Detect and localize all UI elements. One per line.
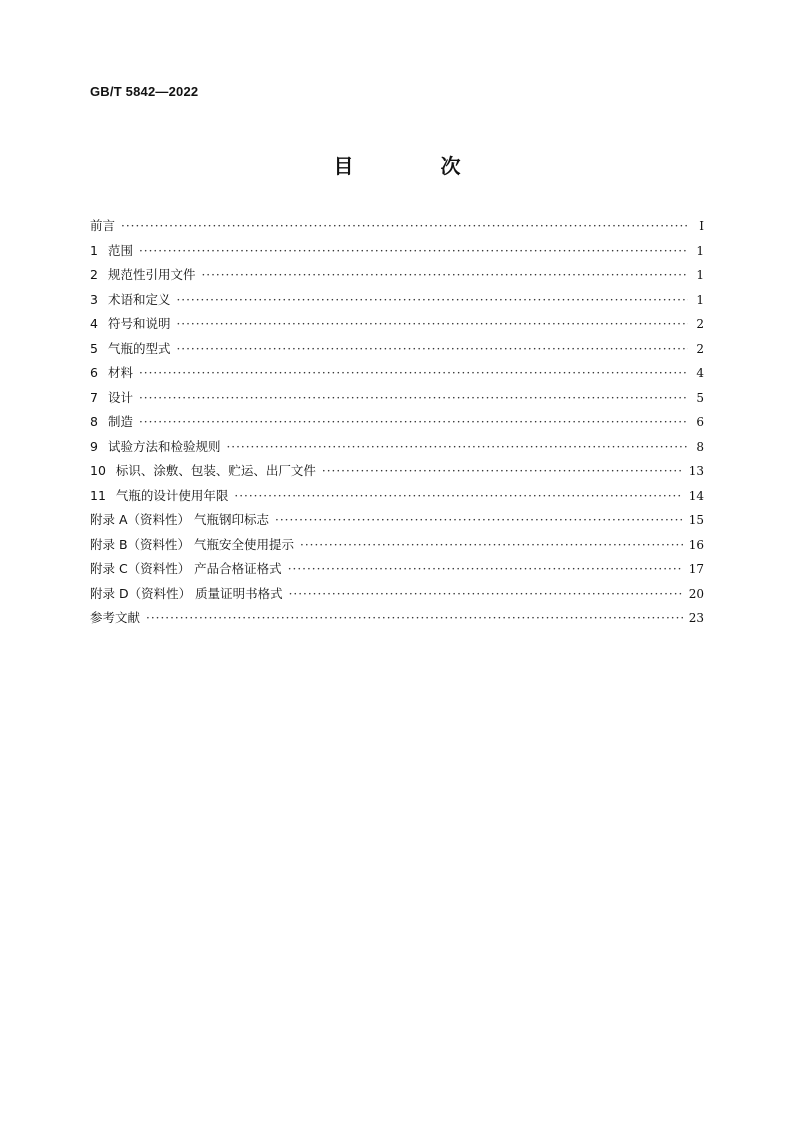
- toc-entry-page-number: 17: [688, 562, 704, 576]
- toc-entry-number: 6: [90, 365, 98, 380]
- toc-dot-leader: [275, 513, 683, 527]
- toc-entry-text: 气瓶的设计使用年限: [115, 487, 229, 503]
- toc-entry-page-number: 8: [696, 439, 704, 454]
- toc-entry-page-number: 13: [688, 464, 704, 478]
- toc-entry[interactable]: [90, 216, 704, 241]
- toc-entry-page-number: 1: [696, 268, 704, 282]
- toc-entry-number: 7: [90, 389, 98, 405]
- toc-entry-text: 材料: [107, 365, 133, 380]
- toc-entry[interactable]: [90, 388, 704, 413]
- toc-entry-text: 术语和定义: [107, 291, 171, 307]
- toc-dot-leader: [139, 244, 688, 258]
- toc-entry-page-number: 2: [696, 317, 704, 331]
- toc-entry-text: 试验方法和检验规则: [107, 438, 221, 454]
- toc-entry-text: 规范性引用文件: [107, 267, 196, 282]
- toc-dot-leader: [176, 342, 688, 356]
- toc-entry[interactable]: [90, 437, 704, 462]
- toc-entry-number: 3: [90, 291, 98, 307]
- toc-entry-number: 10: [90, 463, 106, 478]
- toc-dot-leader: [289, 587, 683, 601]
- toc-entry-page-number: 1: [696, 292, 704, 307]
- toc-entry-text: 设计: [107, 389, 133, 405]
- table-of-contents: [90, 216, 704, 633]
- toc-entry-page-number: 23: [688, 611, 704, 625]
- toc-dot-leader: [139, 391, 688, 405]
- toc-entry-number: 1: [90, 242, 98, 258]
- toc-entry[interactable]: [90, 510, 704, 535]
- toc-dot-leader: [139, 415, 688, 429]
- toc-entry-label: [90, 265, 195, 283]
- toc-entry-page-number: 4: [696, 366, 704, 380]
- toc-entry-label: [90, 290, 170, 308]
- toc-entry-text: 附录 A（资料性） 气瓶钢印标志: [90, 512, 269, 527]
- toc-entry[interactable]: [90, 584, 704, 609]
- toc-entry-page-number: 1: [696, 243, 704, 258]
- toc-entry-label: [90, 486, 228, 504]
- standard-code: GB/T 5842—2022: [90, 84, 199, 99]
- toc-entry-page-number: 16: [688, 537, 704, 552]
- toc-entry-page-number: 6: [696, 415, 704, 429]
- toc-entry[interactable]: [90, 265, 704, 290]
- page-title: 目 次: [333, 154, 501, 178]
- toc-entry-number: 8: [90, 414, 98, 429]
- toc-entry-number: 2: [90, 267, 98, 282]
- toc-entry-page-number: 2: [696, 341, 704, 356]
- toc-entry[interactable]: [90, 608, 704, 633]
- toc-entry-page-number: Ⅰ: [699, 219, 704, 233]
- toc-dot-leader: [176, 293, 688, 307]
- toc-entry-label: [90, 437, 220, 455]
- toc-entry-label: [90, 461, 316, 479]
- toc-dot-leader: [234, 489, 682, 503]
- toc-entry-text: 标识、涂敷、包装、贮运、出厂文件: [115, 463, 316, 478]
- toc-entry-label: [90, 559, 282, 577]
- toc-entry-label: [90, 388, 133, 406]
- toc-entry-label: [90, 412, 133, 430]
- toc-entry-number: 11: [90, 487, 106, 503]
- toc-entry-text: 前言: [90, 218, 116, 233]
- toc-dot-leader: [288, 562, 683, 576]
- toc-dot-leader: [121, 219, 688, 233]
- toc-entry-text: 附录 D（资料性） 质量证明书格式: [90, 585, 283, 601]
- toc-entry-label: [90, 584, 283, 602]
- toc-entry-label: [90, 314, 170, 332]
- toc-entry[interactable]: [90, 241, 704, 266]
- toc-entry-text: 气瓶的型式: [107, 340, 171, 356]
- toc-entry-page-number: 5: [696, 390, 704, 405]
- toc-entry[interactable]: [90, 535, 704, 560]
- toc-entry-text: 范围: [107, 242, 133, 258]
- toc-entry[interactable]: [90, 461, 704, 486]
- toc-dot-leader: [176, 317, 688, 331]
- toc-entry[interactable]: [90, 314, 704, 339]
- toc-dot-leader: [300, 538, 683, 552]
- toc-entry-number: 4: [90, 316, 98, 331]
- toc-entry-text: 附录 B（资料性） 气瓶安全使用提示: [90, 536, 295, 552]
- toc-entry-text: 制造: [107, 414, 133, 429]
- toc-entry-label: [90, 608, 140, 626]
- toc-dot-leader: [139, 366, 688, 380]
- toc-entry-label: [90, 241, 133, 259]
- toc-entry[interactable]: [90, 339, 704, 364]
- toc-dot-leader: [322, 464, 683, 478]
- toc-entry-label: [90, 510, 269, 528]
- toc-entry-text: 符号和说明: [107, 316, 171, 331]
- toc-entry-page-number: 20: [688, 586, 704, 601]
- toc-entry-number: 9: [90, 438, 98, 454]
- toc-entry-page-number: 14: [688, 488, 704, 503]
- toc-entry-label: [90, 216, 115, 234]
- toc-entry-text: 附录 C（资料性） 产品合格证格式: [90, 561, 282, 576]
- toc-entry-label: [90, 535, 294, 553]
- toc-entry-page-number: 15: [688, 513, 704, 527]
- toc-dot-leader: [201, 268, 688, 282]
- toc-entry-text: 参考文献: [90, 610, 141, 625]
- toc-entry[interactable]: [90, 559, 704, 584]
- toc-dot-leader: [226, 440, 688, 454]
- toc-entry[interactable]: [90, 486, 704, 511]
- toc-entry-label: [90, 363, 133, 381]
- toc-entry[interactable]: [90, 363, 704, 388]
- toc-entry-number: 5: [90, 340, 98, 356]
- toc-entry[interactable]: [90, 290, 704, 315]
- toc-entry[interactable]: [90, 412, 704, 437]
- toc-dot-leader: [146, 611, 683, 625]
- toc-entry-label: [90, 339, 170, 357]
